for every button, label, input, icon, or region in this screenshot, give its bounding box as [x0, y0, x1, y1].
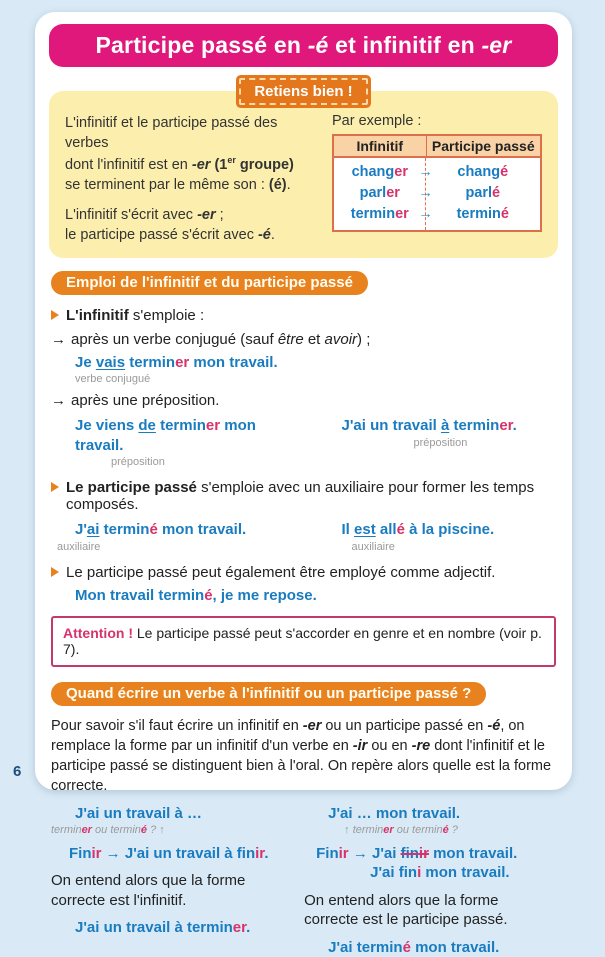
- example-caption: Par exemple :: [332, 113, 422, 129]
- page-number: 6: [13, 763, 22, 780]
- summary-paragraph-1: L'infinitif et le participe passé des verbes dont l'infinitif est en -er (1er groupe) se terminent par le même son : (é).: [65, 115, 294, 193]
- preposition-examples: [51, 411, 556, 471]
- retiens-bien-badge-row: [49, 78, 558, 105]
- section-header-emploi: Emploi de l'infinitif et du participe passé: [51, 271, 368, 295]
- infinitive-cell: terminer: [350, 206, 409, 223]
- attention-label: Attention !: [63, 625, 133, 642]
- bullet-participe-text: Le participe passé s'emploie avec un auxiliaire pour former les temps composés.: [66, 479, 535, 514]
- table-row: [334, 162, 540, 183]
- hint-caption: ↑ terminer ou terminé ?: [344, 823, 458, 836]
- example-column: [304, 411, 557, 471]
- example-sentence: J'ai un travail à …: [75, 805, 202, 823]
- example-caption: préposition: [413, 436, 468, 449]
- table-row: [334, 183, 540, 204]
- method-paragraph: Pour savoir s'il faut écrire un infinitif en -er ou un participe passé en -é, on remplace la forme par un infinitif d'un verbe en -ir ou en -re dont l'infinitif et le participe passé se distinguent bien à l'oral. On repère alors quelle est la forme correcte.: [51, 718, 552, 795]
- example-sentence: Je vais terminer mon travail.: [75, 353, 278, 371]
- arrow-right-icon: →: [418, 206, 433, 223]
- conclusion-text: On entend alors que la forme correcte est le participe passé.: [304, 891, 508, 929]
- summary-paragraph-2: L'infinitif s'écrit avec -er ; le participe passé s'écrit avec -é.: [65, 207, 275, 244]
- summary-text: [65, 113, 320, 246]
- page-title: Participe passé en -é et infinitif en -er: [49, 24, 558, 67]
- conclusion-text: On entend alors que la forme correcte est l'infinitif.: [51, 872, 246, 909]
- example-column: [51, 411, 304, 471]
- participle-cell: terminé: [456, 206, 509, 223]
- example-caption: préposition: [111, 456, 165, 469]
- example-sentence: Finir → J'ai un travail à finir.: [69, 844, 269, 862]
- method-column-participe: [296, 804, 556, 957]
- auxiliaire-examples: [51, 515, 556, 556]
- section-header-quand-ecrire: Quand écrire un verbe à l'infinitif ou un participe passé ?: [51, 682, 486, 706]
- page-card: [35, 12, 572, 956]
- triangle-bullet-icon: [51, 482, 59, 492]
- method-column-infinitif: [51, 804, 296, 957]
- example-column: [304, 515, 557, 556]
- attention-text: Le participe passé peut s'accorder en genre et en nombre (voir p. 7).: [63, 625, 542, 658]
- participle-cell: changé: [457, 164, 509, 180]
- table-header-infinitif: Infinitif: [356, 138, 404, 154]
- conjugation-table: [332, 134, 542, 232]
- rule-preposition-text: après une préposition.: [71, 392, 220, 410]
- example-sentence: J'ai fini mon travail.: [370, 864, 510, 882]
- hint-caption: terminer ou terminé ? ↑: [51, 823, 165, 836]
- example-panel: [332, 113, 544, 246]
- attention-box: [51, 616, 556, 667]
- lesson-summary-box: [49, 91, 558, 258]
- arrow-right-icon: →: [51, 330, 66, 348]
- method-examples: [51, 804, 556, 957]
- example-sentence: J'ai terminé mon travail.: [328, 938, 500, 956]
- rule-verbe-conjugue: [51, 331, 556, 348]
- infinitive-cell: parler: [359, 185, 400, 202]
- arrow-right-icon: →: [418, 164, 433, 180]
- example-sentence: Finir → J'ai finir mon travail.: [316, 844, 518, 862]
- participle-cell: parlé: [465, 185, 501, 202]
- example-sentence: J'ai terminé mon travail.: [75, 521, 247, 539]
- example-sentence: J'ai … mon travail.: [328, 805, 461, 823]
- retiens-bien-badge: Retiens bien !: [239, 78, 367, 105]
- bullet-infinitif-text: L'infinitif s'emploie :: [66, 306, 205, 324]
- rule-preposition: [51, 392, 556, 409]
- bullet-adjectif-text: Le participe passé peut également être employé comme adjectif.: [66, 563, 496, 581]
- triangle-bullet-icon: [51, 310, 59, 320]
- infinitive-cell: changer: [351, 164, 408, 180]
- example-sentence: Je viens de terminer mon travail.: [75, 417, 256, 454]
- example-sentence: Il est allé à la piscine.: [341, 521, 495, 539]
- table-row: [334, 204, 540, 225]
- example-caption: auxiliaire: [351, 540, 395, 553]
- example-sentence: J'ai un travail à terminer.: [341, 417, 517, 435]
- example-caption: verbe conjugué: [75, 373, 151, 386]
- arrow-right-icon: →: [418, 185, 433, 202]
- table-header-participe: Participe passé: [426, 136, 540, 156]
- table-body: [334, 158, 540, 230]
- arrow-right-icon: →: [51, 392, 66, 410]
- bullet-participe: [51, 479, 556, 513]
- example-sentence: Mon travail terminé, je me repose.: [75, 586, 317, 604]
- bullet-infinitif: [51, 307, 556, 324]
- example-caption: auxiliaire: [57, 540, 101, 553]
- example-column: [51, 515, 304, 556]
- rule-verbe-conjugue-text: après un verbe conjugué (sauf être et avoir) ;: [71, 330, 371, 348]
- bullet-adjectif: [51, 564, 556, 581]
- triangle-bullet-icon: [51, 567, 59, 577]
- table-header-row: [334, 136, 540, 158]
- section-emploi: [49, 258, 558, 957]
- example-sentence: J'ai un travail à terminer.: [75, 919, 251, 937]
